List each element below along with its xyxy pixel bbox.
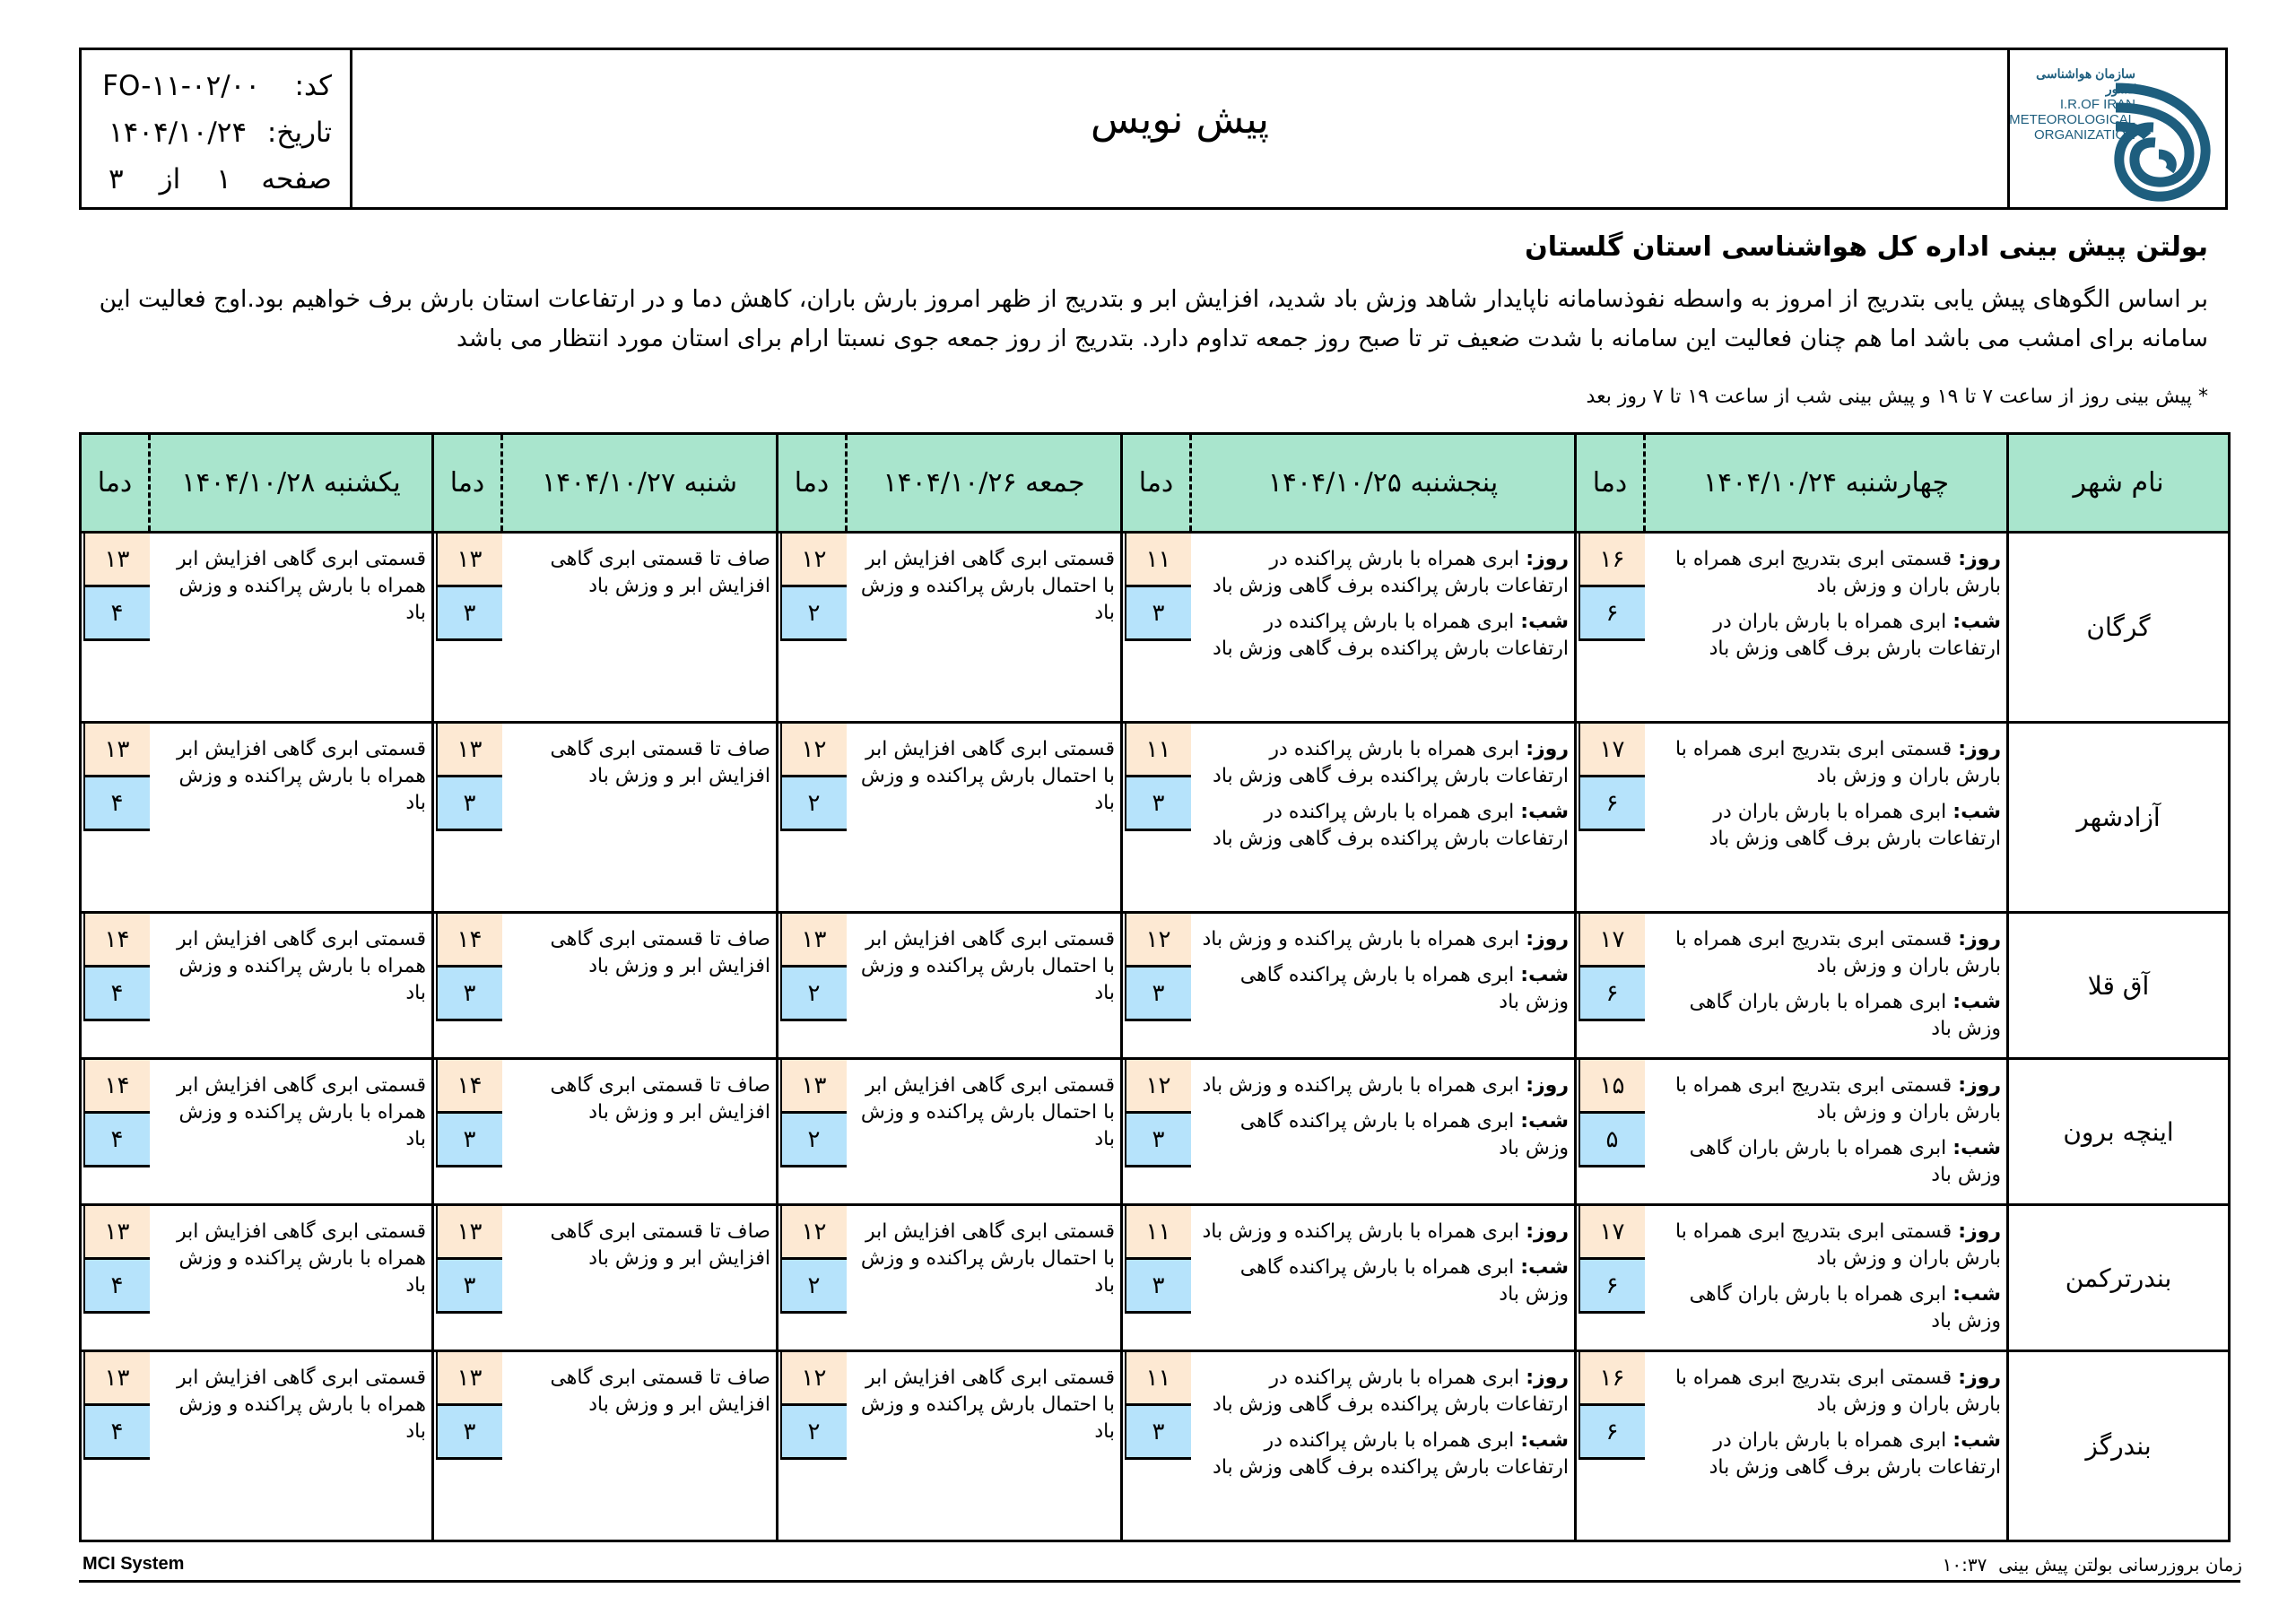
max-temperature: ۱۳ — [436, 534, 502, 587]
night-forecast-text: ابری همراه با بارش باران گاهی وزش باد — [1689, 991, 2001, 1040]
temperature-box — [436, 914, 502, 1021]
temperature-cell — [433, 1205, 502, 1351]
day-forecast-text: قسمتی ابری بتدریج ابری همراه با بارش باران و وزش باد — [1675, 1220, 2001, 1270]
temperature-cell — [1122, 1059, 1191, 1205]
max-temperature: ۱۴ — [436, 914, 502, 968]
forecast-description — [150, 1059, 433, 1205]
table-row — [81, 533, 2230, 723]
forecast-description — [847, 723, 1122, 913]
night-forecast-text: ابری همراه با بارش پراکنده در ارتفاعات بارش پراکنده برف گاهی وزش باد — [1213, 801, 1569, 850]
min-temperature: ۲ — [780, 1406, 847, 1460]
min-temperature: ۳ — [1125, 1406, 1191, 1460]
max-temperature: ۱۳ — [780, 914, 847, 968]
min-temperature: ۳ — [1125, 777, 1191, 831]
temp-header: دما — [1576, 434, 1645, 533]
table-header-row — [81, 434, 2230, 533]
forecast-description — [1645, 1351, 2008, 1541]
min-temperature: ۳ — [436, 1260, 502, 1314]
code-label: کد: — [294, 70, 332, 102]
table-row — [81, 1351, 2230, 1541]
page-of: از — [159, 163, 181, 195]
city-header: نام شهر — [2008, 434, 2230, 533]
city-name: آزادشهر — [2008, 723, 2230, 913]
night-forecast-label: شب: — [1952, 801, 2001, 823]
day-forecast-label: روز: — [1526, 548, 1569, 570]
temperature-box — [1578, 914, 1645, 1021]
city-name: بندرترکمن — [2008, 1205, 2230, 1351]
day-forecast-text: قسمتی ابری بتدریج ابری همراه با بارش باران و وزش باد — [1675, 1367, 2001, 1416]
max-temperature: ۱۶ — [1578, 534, 1645, 587]
temperature-box — [1125, 1352, 1191, 1460]
day-header: پنجشنبه ۱۴۰۴/۱۰/۲۵ — [1191, 434, 1576, 533]
min-temperature: ۶ — [1578, 587, 1645, 641]
temperature-box — [1578, 1060, 1645, 1167]
forecast-text: قسمتی ابری گاهی افزایش ابر با احتمال بارش پراکنده و وزش باد — [860, 928, 1115, 1004]
day-forecast-label: روز: — [1526, 1220, 1569, 1243]
forecast-text: قسمتی ابری گاهی افزایش ابر با احتمال بارش پراکنده و وزش باد — [860, 1220, 1115, 1297]
min-temperature: ۳ — [1125, 1114, 1191, 1167]
min-temperature: ۳ — [436, 777, 502, 831]
temperature-cell — [433, 723, 502, 913]
min-temperature: ۶ — [1578, 968, 1645, 1021]
page-title: پیش نویس — [1091, 97, 1269, 143]
forecast-text: صاف تا قسمتی ابری گاهی افزایش ابر و وزش باد — [550, 928, 770, 977]
temperature-cell — [1576, 913, 1645, 1059]
max-temperature: ۱۶ — [1578, 1352, 1645, 1406]
forecast-description — [1191, 1205, 1576, 1351]
day-forecast — [1648, 736, 2002, 790]
forecast-text: صاف تا قسمتی ابری گاهی افزایش ابر و وزش باد — [550, 738, 770, 787]
temperature-box — [780, 534, 847, 641]
forecast-text: قسمتی ابری گاهی افزایش ابر همراه با بارش پراکنده و وزش باد — [177, 1074, 426, 1150]
day-header: چهارشنبه ۱۴۰۴/۱۰/۲۴ — [1645, 434, 2008, 533]
max-temperature: ۱۴ — [83, 914, 150, 968]
max-temperature: ۱۴ — [83, 1060, 150, 1114]
day-forecast-label: روز: — [1958, 1367, 2001, 1389]
night-forecast — [1195, 1108, 1570, 1162]
temperature-box — [1125, 1206, 1191, 1314]
night-forecast-text: ابری همراه با بارش باران در ارتفاعات بارش برف گاهی وزش باد — [1709, 611, 2001, 660]
day-forecast-label: روز: — [1526, 738, 1569, 760]
day-forecast-text: قسمتی ابری بتدریج ابری همراه با بارش باران و وزش باد — [1675, 738, 2001, 787]
temperature-box — [780, 914, 847, 1021]
page-total: ۳ — [109, 163, 124, 195]
night-forecast — [1195, 609, 1570, 663]
temperature-cell — [81, 1351, 150, 1541]
max-temperature: ۱۳ — [436, 1206, 502, 1260]
forecast-text: صاف تا قسمتی ابری گاهی افزایش ابر و وزش باد — [550, 1220, 770, 1270]
max-temperature: ۱۱ — [1125, 724, 1191, 777]
min-temperature: ۴ — [83, 777, 150, 831]
night-forecast-label: شب: — [1520, 611, 1569, 633]
min-temperature: ۴ — [83, 1260, 150, 1314]
temperature-cell — [81, 913, 150, 1059]
temperature-box — [436, 1060, 502, 1167]
min-temperature: ۶ — [1578, 1260, 1645, 1314]
date-value: ۱۴۰۴/۱۰/۲۴ — [109, 117, 248, 149]
max-temperature: ۱۴ — [436, 1060, 502, 1114]
max-temperature: ۱۳ — [436, 724, 502, 777]
table-row — [81, 1205, 2230, 1351]
day-forecast-label: روز: — [1526, 1074, 1569, 1097]
temperature-cell — [778, 913, 847, 1059]
max-temperature: ۱۲ — [780, 534, 847, 587]
temperature-box — [1125, 724, 1191, 831]
temperature-box — [83, 724, 150, 831]
min-temperature: ۲ — [780, 1260, 847, 1314]
max-temperature: ۱۲ — [780, 1352, 847, 1406]
max-temperature: ۱۳ — [780, 1060, 847, 1114]
temperature-box — [436, 724, 502, 831]
night-forecast-text: ابری همراه با بارش پراکنده گاهی وزش باد — [1239, 964, 1569, 1013]
night-forecast-label: شب: — [1520, 1256, 1569, 1279]
night-forecast — [1648, 799, 2002, 853]
organization-logo — [2007, 50, 2225, 207]
forecast-description — [847, 1351, 1122, 1541]
min-temperature: ۴ — [83, 587, 150, 641]
day-forecast — [1648, 1365, 2002, 1419]
temperature-box — [780, 724, 847, 831]
min-temperature: ۴ — [83, 1114, 150, 1167]
min-temperature: ۳ — [436, 968, 502, 1021]
forecast-description — [1645, 533, 2008, 723]
forecast-description — [1645, 913, 2008, 1059]
forecast-description — [1645, 1059, 2008, 1205]
min-temperature: ۲ — [780, 777, 847, 831]
temperature-cell — [81, 723, 150, 913]
day-forecast — [1648, 1072, 2002, 1126]
forecast-description — [1191, 1351, 1576, 1541]
day-forecast-text: ابری همراه با بارش پراکنده در ارتفاعات بارش پراکنده برف گاهی وزش باد — [1213, 1367, 1569, 1416]
day-forecast-text: قسمتی ابری بتدریج ابری همراه با بارش باران و وزش باد — [1675, 1074, 2001, 1124]
temp-header: دما — [433, 434, 502, 533]
forecast-description — [847, 533, 1122, 723]
night-forecast-text: ابری همراه با بارش پراکنده در ارتفاعات بارش پراکنده برف گاهی وزش باد — [1213, 611, 1569, 660]
page-label: صفحه — [261, 163, 332, 195]
temperature-box — [83, 1060, 150, 1167]
forecast-description — [502, 1351, 778, 1541]
forecast-text: قسمتی ابری گاهی افزایش ابر همراه با بارش پراکنده و وزش باد — [177, 1367, 426, 1443]
day-forecast — [1195, 736, 1570, 790]
temperature-cell — [778, 1205, 847, 1351]
min-temperature: ۳ — [1125, 587, 1191, 641]
forecast-description — [150, 533, 433, 723]
max-temperature: ۱۳ — [83, 1352, 150, 1406]
day-header: یکشنبه ۱۴۰۴/۱۰/۲۸ — [150, 434, 433, 533]
temperature-cell — [433, 1351, 502, 1541]
page-current: ۱ — [216, 163, 231, 195]
min-temperature: ۶ — [1578, 1406, 1645, 1460]
footer-divider — [79, 1580, 2240, 1583]
day-header: جمعه ۱۴۰۴/۱۰/۲۶ — [847, 434, 1122, 533]
temperature-cell — [778, 1059, 847, 1205]
forecast-text: قسمتی ابری گاهی افزایش ابر همراه با بارش پراکنده و وزش باد — [177, 548, 426, 624]
temperature-cell — [1576, 1205, 1645, 1351]
day-forecast-text: ابری همراه با بارش پراکنده و وزش باد — [1202, 1220, 1520, 1243]
forecast-text: قسمتی ابری گاهی افزایش ابر همراه با بارش پراکنده و وزش باد — [177, 1220, 426, 1297]
night-forecast-label: شب: — [1520, 964, 1569, 986]
forecast-text: قسمتی ابری گاهی افزایش ابر با احتمال بارش پراکنده و وزش باد — [860, 1367, 1115, 1443]
temp-header: دما — [81, 434, 150, 533]
day-forecast-label: روز: — [1958, 928, 2001, 950]
min-temperature: ۴ — [83, 1406, 150, 1460]
min-temperature: ۴ — [83, 968, 150, 1021]
min-temperature: ۳ — [1125, 1260, 1191, 1314]
day-forecast-text: ابری همراه با بارش پراکنده در ارتفاعات بارش پراکنده برف گاهی وزش باد — [1213, 548, 1569, 597]
forecast-text: قسمتی ابری گاهی افزایش ابر با احتمال بارش پراکنده و وزش باد — [860, 548, 1115, 624]
temperature-box — [780, 1352, 847, 1460]
day-forecast-text: قسمتی ابری بتدریج ابری همراه با بارش باران و وزش باد — [1675, 928, 2001, 977]
forecast-description — [150, 723, 433, 913]
forecast-description — [150, 1205, 433, 1351]
forecast-description — [1191, 533, 1576, 723]
day-forecast-text: ابری همراه با بارش پراکنده و وزش باد — [1202, 1074, 1520, 1097]
night-forecast — [1648, 1135, 2002, 1189]
night-forecast-text: ابری همراه با بارش باران گاهی وزش باد — [1689, 1137, 2001, 1186]
min-temperature: ۳ — [436, 1114, 502, 1167]
temperature-cell — [1122, 533, 1191, 723]
max-temperature: ۱۳ — [83, 1206, 150, 1260]
temperature-box — [436, 1206, 502, 1314]
day-forecast-label: روز: — [1958, 1220, 2001, 1243]
city-name: اینچه برون — [2008, 1059, 2230, 1205]
day-forecast — [1648, 1219, 2002, 1272]
forecast-description — [502, 723, 778, 913]
min-temperature: ۶ — [1578, 777, 1645, 831]
forecast-description — [1191, 723, 1576, 913]
table-row — [81, 1059, 2230, 1205]
night-forecast-label: شب: — [1520, 1429, 1569, 1452]
temperature-cell — [1576, 533, 1645, 723]
temperature-box — [1125, 534, 1191, 641]
forecast-table-body — [81, 533, 2230, 1541]
day-forecast-label: روز: — [1958, 1074, 2001, 1097]
night-forecast-label: شب: — [1520, 801, 1569, 823]
day-forecast-label: روز: — [1526, 1367, 1569, 1389]
temperature-cell — [778, 533, 847, 723]
night-forecast — [1195, 1254, 1570, 1308]
max-temperature: ۱۵ — [1578, 1060, 1645, 1114]
max-temperature: ۱۳ — [83, 724, 150, 777]
night-forecast-text: ابری همراه با بارش پراکنده در ارتفاعات بارش پراکنده برف گاهی وزش باد — [1213, 1429, 1569, 1479]
max-temperature: ۱۱ — [1125, 1352, 1191, 1406]
max-temperature: ۱۷ — [1578, 914, 1645, 968]
update-time — [1943, 1554, 2242, 1575]
night-forecast-text: ابری همراه با بارش پراکنده گاهی وزش باد — [1239, 1256, 1569, 1306]
forecast-description — [502, 913, 778, 1059]
forecast-text: صاف تا قسمتی ابری گاهی افزایش ابر و وزش باد — [550, 548, 770, 597]
min-temperature: ۳ — [436, 587, 502, 641]
night-forecast-text: ابری همراه با بارش پراکنده گاهی وزش باد — [1239, 1110, 1569, 1159]
temperature-box — [1578, 1206, 1645, 1314]
forecast-description — [150, 1351, 433, 1541]
forecast-text: صاف تا قسمتی ابری گاهی افزایش ابر و وزش باد — [550, 1074, 770, 1124]
max-temperature: ۱۷ — [1578, 1206, 1645, 1260]
day-forecast-label: روز: — [1958, 738, 2001, 760]
forecast-table — [79, 432, 2231, 1542]
temperature-cell — [433, 1059, 502, 1205]
day-forecast — [1195, 1219, 1570, 1245]
temperature-box — [1578, 724, 1645, 831]
forecast-description — [847, 913, 1122, 1059]
city-name: گرگان — [2008, 533, 2230, 723]
night-forecast-label: شب: — [1952, 991, 2001, 1013]
min-temperature: ۵ — [1578, 1114, 1645, 1167]
temp-header: دما — [1122, 434, 1191, 533]
temperature-box — [780, 1060, 847, 1167]
night-forecast — [1195, 962, 1570, 1016]
temperature-cell — [1122, 1205, 1191, 1351]
day-forecast-text: ابری همراه با بارش پراکنده در ارتفاعات بارش پراکنده برف گاهی وزش باد — [1213, 738, 1569, 787]
forecast-description — [1191, 1059, 1576, 1205]
temperature-box — [83, 1352, 150, 1460]
bulletin-title: بولتن پیش بینی اداره کل هواشناسی استان گلستان — [1525, 231, 2208, 263]
temperature-cell — [1576, 1351, 1645, 1541]
temperature-cell — [433, 913, 502, 1059]
night-forecast-label: شب: — [1952, 611, 2001, 633]
night-forecast — [1648, 989, 2002, 1043]
table-row — [81, 723, 2230, 913]
temperature-box — [436, 534, 502, 641]
max-temperature: ۱۲ — [780, 1206, 847, 1260]
night-forecast — [1195, 1428, 1570, 1481]
day-forecast — [1195, 1072, 1570, 1099]
day-forecast — [1195, 1365, 1570, 1419]
temperature-cell — [433, 533, 502, 723]
temperature-cell — [81, 1059, 150, 1205]
temperature-box — [780, 1206, 847, 1314]
page-indicator — [109, 163, 231, 195]
day-forecast — [1648, 926, 2002, 980]
night-forecast — [1648, 609, 2002, 663]
max-temperature: ۱۲ — [780, 724, 847, 777]
day-header: شنبه ۱۴۰۴/۱۰/۲۷ — [502, 434, 778, 533]
meteorology-spiral-icon — [2107, 77, 2214, 203]
temperature-cell — [1122, 913, 1191, 1059]
temperature-box — [83, 914, 150, 1021]
forecast-text: قسمتی ابری گاهی افزایش ابر با احتمال بارش پراکنده و وزش باد — [860, 738, 1115, 814]
temperature-cell — [778, 723, 847, 913]
night-forecast-label: شب: — [1952, 1137, 2001, 1159]
min-temperature: ۳ — [436, 1406, 502, 1460]
night-forecast-text: ابری همراه با بارش باران در ارتفاعات بارش برف گاهی وزش باد — [1709, 801, 2001, 850]
temperature-box — [1125, 914, 1191, 1021]
document-meta — [82, 50, 352, 207]
temperature-box — [1125, 1060, 1191, 1167]
forecast-description — [502, 1059, 778, 1205]
temp-header: دما — [778, 434, 847, 533]
temperature-box — [1578, 1352, 1645, 1460]
night-forecast-label: شب: — [1952, 1283, 2001, 1306]
max-temperature: ۱۱ — [1125, 534, 1191, 587]
night-forecast-text: ابری همراه با بارش باران در ارتفاعات بارش برف گاهی وزش باد — [1709, 1429, 2001, 1479]
temperature-cell — [1576, 1059, 1645, 1205]
night-forecast-text: ابری همراه با بارش باران گاهی وزش باد — [1689, 1283, 2001, 1332]
night-forecast — [1648, 1281, 2002, 1335]
day-forecast — [1195, 926, 1570, 953]
logo-text: سازمان هواشناسی کشور I.R.OF IRAN METEOROLOGICAL ORGANIZATION — [2009, 66, 2135, 143]
temperature-box — [83, 534, 150, 641]
max-temperature: ۱۳ — [436, 1352, 502, 1406]
table-row — [81, 913, 2230, 1059]
forecast-description — [1191, 913, 1576, 1059]
max-temperature: ۱۷ — [1578, 724, 1645, 777]
system-name: MCI System — [83, 1554, 185, 1574]
min-temperature: ۲ — [780, 968, 847, 1021]
night-forecast-label: شب: — [1520, 1110, 1569, 1133]
temperature-box — [83, 1206, 150, 1314]
max-temperature: ۱۳ — [83, 534, 150, 587]
max-temperature: ۱۲ — [1125, 1060, 1191, 1114]
min-temperature: ۳ — [1125, 968, 1191, 1021]
bulletin-intro: بر اساس الگوهای پیش یابی بتدریج از امروز به واسطه نفوذسامانه ناپایدار شاهد وزش باد شدید، افزایش ابر و بتدریج از ظهر امروز بارش باران، کاهش دما و در ارتفاعات استان بارش برف خواهیم بود.اوج فعالیت این سامانه برای امشب می باشد اما هم چنان فعالیت این سامانه با شدت ضعیف تر تا صبح روز جمعه تداوم دارد. بتدریج از روز جمعه جوی نسبتا ارام برای استان مورد انتظار می باشد — [99, 285, 2208, 352]
city-name: بندرگز — [2008, 1351, 2230, 1541]
night-forecast — [1648, 1428, 2002, 1481]
temperature-cell — [1576, 723, 1645, 913]
max-temperature: ۱۲ — [1125, 914, 1191, 968]
forecast-description — [502, 533, 778, 723]
temperature-box — [1578, 534, 1645, 641]
code-value: FO-۱۱-۰۲/۰۰ — [102, 70, 260, 102]
min-temperature: ۲ — [780, 587, 847, 641]
day-forecast — [1648, 546, 2002, 600]
forecast-description — [847, 1059, 1122, 1205]
day-forecast-text: قسمتی ابری بتدریج ابری همراه با بارش باران و وزش باد — [1675, 548, 2001, 597]
day-forecast — [1195, 546, 1570, 600]
update-value: ۱۰:۳۷ — [1942, 1554, 1987, 1575]
city-name: آق قلا — [2008, 913, 2230, 1059]
temperature-cell — [81, 1205, 150, 1351]
forecast-text: قسمتی ابری گاهی افزایش ابر همراه با بارش پراکنده و وزش باد — [177, 738, 426, 814]
temperature-cell — [1122, 723, 1191, 913]
forecast-text: صاف تا قسمتی ابری گاهی افزایش ابر و وزش باد — [550, 1367, 770, 1416]
day-forecast-label: روز: — [1958, 548, 2001, 570]
update-label: زمان بروزرسانی بولتن پیش بینی — [1998, 1554, 2242, 1575]
forecast-text: قسمتی ابری گاهی افزایش ابر همراه با بارش پراکنده و وزش باد — [177, 928, 426, 1004]
temperature-cell — [81, 533, 150, 723]
night-forecast-label: شب: — [1952, 1429, 2001, 1452]
temperature-cell — [778, 1351, 847, 1541]
forecast-description — [1645, 1205, 2008, 1351]
night-forecast — [1195, 799, 1570, 853]
temperature-box — [436, 1352, 502, 1460]
temperature-cell — [1122, 1351, 1191, 1541]
forecast-description — [502, 1205, 778, 1351]
document-header — [79, 48, 2228, 210]
min-temperature: ۲ — [780, 1114, 847, 1167]
forecast-time-note: * پیش بینی روز از ساعت ۷ تا ۱۹ و پیش بینی شب از ساعت ۱۹ تا ۷ روز بعد — [1586, 386, 2208, 408]
forecast-description — [150, 913, 433, 1059]
forecast-text: قسمتی ابری گاهی افزایش ابر با احتمال بارش پراکنده و وزش باد — [860, 1074, 1115, 1150]
day-forecast-text: ابری همراه با بارش پراکنده و وزش باد — [1202, 928, 1520, 950]
forecast-description — [1645, 723, 2008, 913]
day-forecast-label: روز: — [1526, 928, 1569, 950]
forecast-description — [847, 1205, 1122, 1351]
max-temperature: ۱۱ — [1125, 1206, 1191, 1260]
date-label: تاریخ: — [266, 117, 332, 149]
